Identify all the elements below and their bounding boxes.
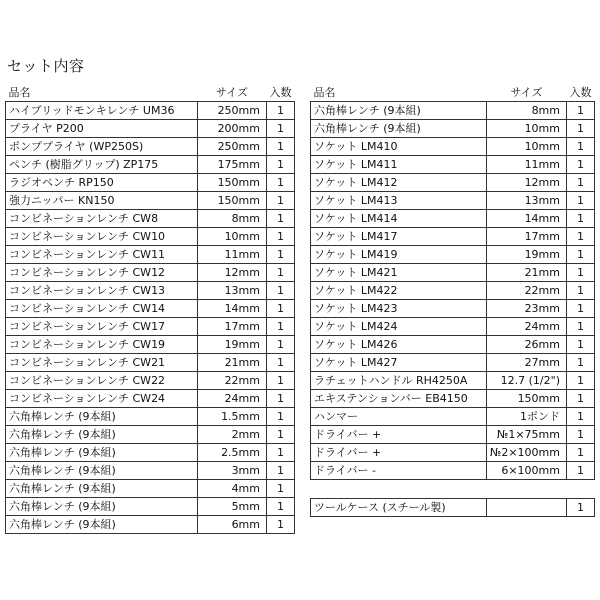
item-size: 11mm [197,246,266,264]
table-row [6,498,295,516]
header-name: 品名 [311,84,487,102]
table-row [311,499,595,517]
item-qty: 1 [267,102,295,120]
item-qty: 1 [267,516,295,534]
item-name: 六角棒レンチ (9本組) [311,120,487,138]
table-row [6,282,295,300]
table-row [311,444,595,462]
item-qty: 1 [267,264,295,282]
page-title: セット内容 [7,57,85,75]
item-qty: 1 [567,228,595,246]
item-size: №2×100mm [486,444,566,462]
table-row [311,264,595,282]
item-qty: 1 [267,192,295,210]
item-name: ポンププライヤ (WP250S) [6,138,198,156]
table-row [311,336,595,354]
table-row [311,246,595,264]
item-size: 12mm [197,264,266,282]
item-name: エキステンションバー EB4150 [311,390,487,408]
item-name: ツールケース (スチール製) [311,499,487,517]
header-size: サイズ [197,84,266,102]
item-size: 175mm [197,156,266,174]
item-qty: 1 [267,282,295,300]
item-name: ソケット LM410 [311,138,487,156]
table-row [6,372,295,390]
item-name: 六角棒レンチ (9本組) [6,498,198,516]
item-qty: 1 [567,264,595,282]
item-size: 2mm [197,426,266,444]
item-name: ドライバー - [311,462,487,480]
item-size: 19mm [486,246,566,264]
item-name: ソケット LM427 [311,354,487,372]
table-spacer-row [311,480,595,499]
item-qty: 1 [267,210,295,228]
table-row [311,210,595,228]
item-size: 19mm [197,336,266,354]
item-qty: 1 [267,408,295,426]
table-row [6,390,295,408]
item-size: 21mm [486,264,566,282]
table-row [311,390,595,408]
item-qty: 1 [567,444,595,462]
item-name: ソケット LM426 [311,336,487,354]
table-row [311,102,595,120]
table-row [6,174,295,192]
item-name: コンビネーションレンチ CW10 [6,228,198,246]
item-name: コンビネーションレンチ CW19 [6,336,198,354]
item-qty: 1 [567,246,595,264]
item-size: 24mm [486,318,566,336]
item-qty: 1 [567,282,595,300]
table-row [311,174,595,192]
table-row [311,300,595,318]
table-row [311,282,595,300]
item-qty: 1 [267,228,295,246]
table-header-row [6,84,295,102]
item-qty: 1 [267,372,295,390]
item-size: 24mm [197,390,266,408]
header-name: 品名 [6,84,198,102]
item-qty: 1 [567,318,595,336]
table-row [6,246,295,264]
header-qty: 入数 [567,84,595,102]
table-row [311,120,595,138]
table-row [311,462,595,480]
table-row [6,102,295,120]
item-qty: 1 [267,354,295,372]
item-name: コンビネーションレンチ CW21 [6,354,198,372]
item-size: 13mm [197,282,266,300]
contents-table-right [310,84,595,517]
table-row [6,138,295,156]
item-size: 10mm [486,120,566,138]
table-row [311,354,595,372]
table-row [6,120,295,138]
item-qty: 1 [267,462,295,480]
item-qty: 1 [567,192,595,210]
table-row [311,192,595,210]
table-row [311,156,595,174]
item-qty: 1 [567,138,595,156]
table-row [6,444,295,462]
item-size: 23mm [486,300,566,318]
item-qty: 1 [567,102,595,120]
item-size: 12.7 (1/2") [486,372,566,390]
item-size: 150mm [197,192,266,210]
table-row [6,210,295,228]
table-row [311,318,595,336]
item-name: コンビネーションレンチ CW22 [6,372,198,390]
item-name: ドライバー + [311,426,487,444]
item-size: 12mm [486,174,566,192]
item-name: 六角棒レンチ (9本組) [6,516,198,534]
table-row [311,228,595,246]
item-size: 21mm [197,354,266,372]
item-size: 17mm [197,318,266,336]
item-size: 6mm [197,516,266,534]
item-qty: 1 [267,336,295,354]
contents-table-left [5,84,295,534]
item-name: コンビネーションレンチ CW17 [6,318,198,336]
item-size [486,499,566,517]
item-qty: 1 [567,462,595,480]
item-name: 強力ニッパー KN150 [6,192,198,210]
item-size: 3mm [197,462,266,480]
item-qty: 1 [567,174,595,192]
table-row [6,480,295,498]
item-name: コンビネーションレンチ CW12 [6,264,198,282]
item-name: ハンマー [311,408,487,426]
item-name: ソケット LM412 [311,174,487,192]
item-size: 22mm [197,372,266,390]
item-qty: 1 [267,156,295,174]
item-name: プライヤ P200 [6,120,198,138]
item-qty: 1 [567,210,595,228]
item-name: ソケット LM417 [311,228,487,246]
item-size: 200mm [197,120,266,138]
item-name: コンビネーションレンチ CW24 [6,390,198,408]
table-row [6,516,295,534]
item-name: コンビネーションレンチ CW14 [6,300,198,318]
table-row [6,408,295,426]
item-qty: 1 [567,426,595,444]
item-size: 250mm [197,138,266,156]
item-size: 150mm [197,174,266,192]
item-size: 250mm [197,102,266,120]
item-size: 1.5mm [197,408,266,426]
item-size: 6×100mm [486,462,566,480]
item-size: 2.5mm [197,444,266,462]
table-row [311,408,595,426]
item-size: 27mm [486,354,566,372]
item-qty: 1 [267,246,295,264]
item-qty: 1 [267,390,295,408]
table-row [6,300,295,318]
item-qty: 1 [567,336,595,354]
table-row [6,318,295,336]
table-row [6,426,295,444]
header-size: サイズ [486,84,566,102]
item-name: 六角棒レンチ (9本組) [6,444,198,462]
item-name: 六角棒レンチ (9本組) [311,102,487,120]
item-name: コンビネーションレンチ CW11 [6,246,198,264]
item-size: 8mm [486,102,566,120]
item-qty: 1 [567,499,595,517]
item-qty: 1 [567,372,595,390]
item-name: ハイブリッドモンキレンチ UM36 [6,102,198,120]
table-row [6,192,295,210]
item-qty: 1 [267,120,295,138]
item-name: ソケット LM419 [311,246,487,264]
item-qty: 1 [567,156,595,174]
item-qty: 1 [567,300,595,318]
table-row [311,372,595,390]
item-name: ソケット LM422 [311,282,487,300]
item-name: 六角棒レンチ (9本組) [6,408,198,426]
item-name: 六角棒レンチ (9本組) [6,426,198,444]
item-name: ラチェットハンドル RH4250A [311,372,487,390]
item-qty: 1 [567,408,595,426]
item-name: ソケット LM411 [311,156,487,174]
table-row [6,228,295,246]
item-size: 5mm [197,498,266,516]
table-row [6,462,295,480]
item-size: 13mm [486,192,566,210]
item-qty: 1 [267,480,295,498]
item-qty: 1 [267,300,295,318]
item-name: ソケット LM414 [311,210,487,228]
table-row [6,336,295,354]
item-size: 150mm [486,390,566,408]
item-qty: 1 [567,120,595,138]
spacer-cell [311,480,595,499]
item-qty: 1 [267,444,295,462]
table-row [6,156,295,174]
item-qty: 1 [267,138,295,156]
table-row [311,138,595,156]
item-name: ラジオペンチ RP150 [6,174,198,192]
item-qty: 1 [267,318,295,336]
item-qty: 1 [267,174,295,192]
item-size: 11mm [486,156,566,174]
item-size: 26mm [486,336,566,354]
item-qty: 1 [267,426,295,444]
table-row [311,426,595,444]
item-size: №1×75mm [486,426,566,444]
table-row [6,354,295,372]
item-name: ペンチ (樹脂グリップ) ZP175 [6,156,198,174]
item-name: ソケット LM421 [311,264,487,282]
item-name: ソケット LM424 [311,318,487,336]
item-size: 10mm [486,138,566,156]
item-size: 8mm [197,210,266,228]
item-name: コンビネーションレンチ CW13 [6,282,198,300]
item-size: 4mm [197,480,266,498]
item-size: 14mm [197,300,266,318]
item-name: 六角棒レンチ (9本組) [6,462,198,480]
item-size: 22mm [486,282,566,300]
item-name: ソケット LM423 [311,300,487,318]
table-row [6,264,295,282]
item-qty: 1 [567,354,595,372]
header-qty: 入数 [267,84,295,102]
item-size: 17mm [486,228,566,246]
item-qty: 1 [567,390,595,408]
table-header-row [311,84,595,102]
item-size: 1ポンド [486,408,566,426]
item-name: 六角棒レンチ (9本組) [6,480,198,498]
item-qty: 1 [267,498,295,516]
item-size: 14mm [486,210,566,228]
item-name: ドライバー + [311,444,487,462]
item-name: コンビネーションレンチ CW8 [6,210,198,228]
item-size: 10mm [197,228,266,246]
item-name: ソケット LM413 [311,192,487,210]
